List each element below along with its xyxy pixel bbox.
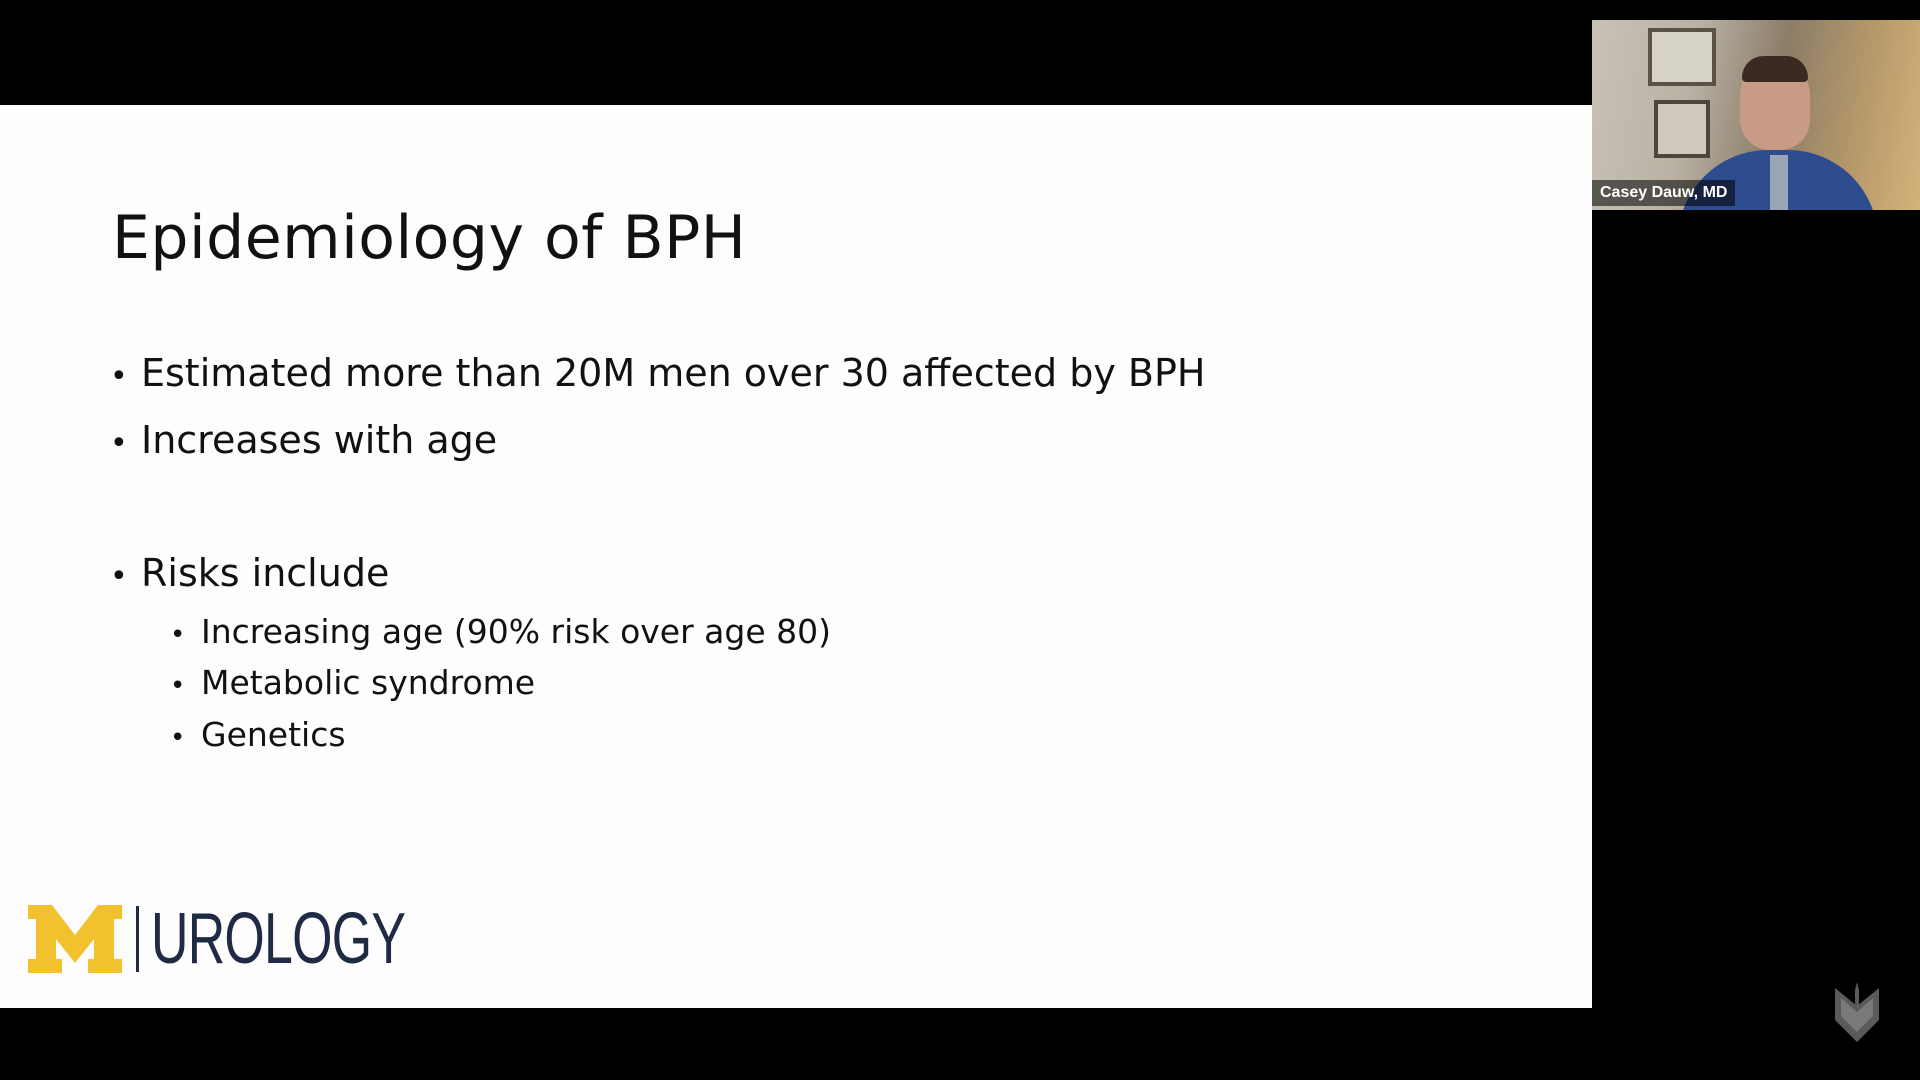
slide-title: Epidemiology of BPH bbox=[112, 203, 747, 273]
bullet-dot: • bbox=[170, 620, 186, 650]
bullet-text: Increases with age bbox=[141, 418, 498, 462]
sub-bullet-item bbox=[170, 663, 535, 702]
wall-picture bbox=[1648, 28, 1716, 86]
bullet-dot: • bbox=[170, 723, 186, 753]
bullet-item bbox=[110, 551, 389, 595]
bullet-text: Increasing age (90% risk over age 80) bbox=[201, 612, 831, 651]
sub-bullet-item bbox=[170, 612, 831, 651]
bullet-item bbox=[110, 351, 1205, 395]
chevron-shield-icon bbox=[1835, 982, 1879, 1042]
logo-divider bbox=[136, 906, 139, 972]
speaker-tie bbox=[1770, 155, 1788, 210]
bullet-dot: • bbox=[110, 559, 128, 594]
bullet-dot: • bbox=[110, 426, 128, 461]
slide bbox=[0, 105, 1592, 1008]
bullet-text: Genetics bbox=[201, 715, 346, 754]
bullet-text: Risks include bbox=[141, 551, 390, 595]
bullet-dot: • bbox=[170, 671, 186, 701]
speaker-hair bbox=[1742, 56, 1808, 82]
bullet-item bbox=[110, 418, 497, 462]
logo-wordmark: UROLOGY bbox=[151, 899, 406, 979]
bullet-text: Metabolic syndrome bbox=[201, 663, 536, 702]
bullet-dot: • bbox=[110, 359, 128, 394]
sub-bullet-item bbox=[170, 715, 346, 754]
urology-logo bbox=[28, 899, 504, 979]
block-m-icon bbox=[28, 905, 122, 973]
speaker-name-label: Casey Dauw, MD bbox=[1592, 180, 1735, 206]
wall-picture bbox=[1654, 100, 1710, 158]
speaker-video[interactable] bbox=[1592, 20, 1920, 210]
bullet-text: Estimated more than 20M men over 30 affected by BPH bbox=[141, 351, 1206, 395]
